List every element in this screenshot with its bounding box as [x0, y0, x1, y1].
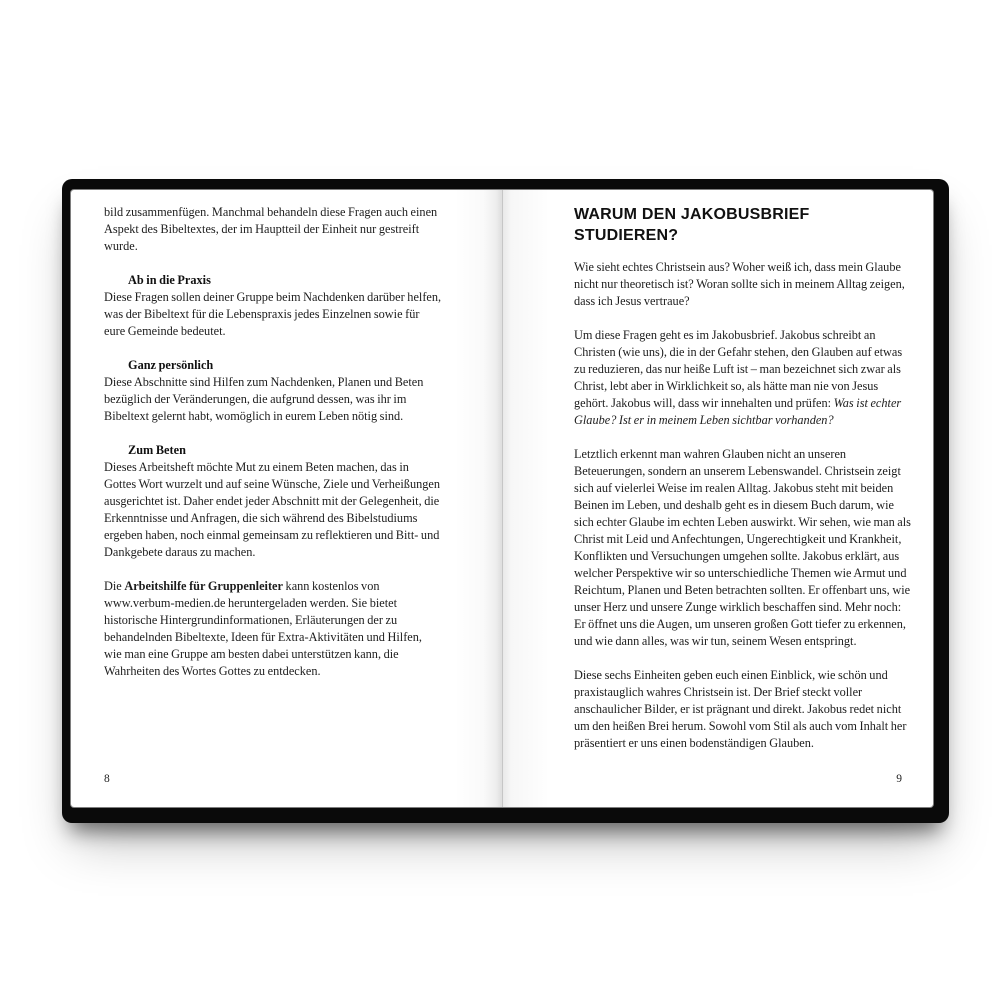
paragraph-text-italic: Was ist echter Glaube? Ist er in meinem Leben sichtbar vorhanden?	[574, 396, 902, 427]
right-page	[502, 190, 933, 807]
section-ganz-persoenlich	[104, 357, 442, 425]
left-page-content	[104, 204, 442, 680]
book-cover	[62, 179, 949, 823]
section-ab-in-die-praxis	[104, 272, 442, 340]
right-page-content	[574, 204, 912, 752]
section-body: Diese Fragen sollen deiner Gruppe beim Nachdenken darüber helfen, was der Bibeltext für die Lebenspraxis jedes Einzelnen sowie für eure Gemeinde bedeutet.	[104, 290, 442, 338]
chapter-heading: WARUM DEN JAKOBUSBRIEF STUDIEREN?	[574, 206, 810, 244]
closing-text-normal: Die	[104, 579, 125, 593]
section-heading: Zum Beten	[128, 443, 186, 457]
intro-paragraph: bild zusammenfügen. Manchmal behandeln diese Fragen auch einen Aspekt des Bibeltextes, der im Hauptteil der Einheit nur gestreift wurde.	[104, 205, 438, 253]
closing-text-normal: kann kostenlos von www.verbum-medien.de heruntergeladen werden. Sie bietet historische Hintergrundinformationen, Erläuterungen der zu behandelnden Bibeltexte, Ideen für Extra-Aktivitäten und Hilfen, wie man eine Gruppe am besten dabei unterstützen kann, die Wahrheiten des Wortes Gottes zu entdecken.	[104, 579, 422, 678]
section-body: Dieses Arbeitsheft möchte Mut zu einem Beten machen, das in Gottes Wort wurzelt und auf seine Wünsche, Ziele und Verheißungen ausgerichtet ist. Daher endet jeder Abschnitt mit der Gelegenheit, die Erkenntnisse und Anfragen, die sich während des Bibelstudiums ergeben haben, noch einmal gemeinsam zu reflektieren und Bitt- und Dankgebete daraus zu machen.	[104, 460, 440, 559]
paragraph-text-normal: Um diese Fragen geht es im Jakobusbrief. Jakobus schreibt an Christen (wie uns), die in der Gefahr stehen, den Glauben auf etwas zu reduzieren, das nur heiße Luft ist – man bezeichnet sich zwar als Christ, lebt aber in Wirklichkeit so, als hätte man nie von Jesus gehört. Jakobus will, dass wir innehalten und prüfen:	[574, 328, 903, 410]
page-number-right: 9	[896, 773, 902, 785]
section-heading: Ganz persönlich	[128, 358, 214, 372]
closing-paragraph	[104, 578, 442, 680]
paragraph: Letztlich erkennt man wahren Glauben nicht an unseren Beteuerungen, sondern an unserem Lebenswandel. Christsein zeigt sich auf vielerlei Weise im realen Alltag. Jakobus steht mit beiden Beinen im Leben, und deshalb geht es in diesem Buch darum, wie sich echter Glaube im echten Leben auswirkt. Wir sehen, wie man als Christ mit Leid und Anfechtungen, Ungerechtigkeit und Krankheit, Konflikten und Versuchungen umgehen sollte. Jakobus erklärt, aus welcher Perspektive wir so unterschiedliche Themen wie Armut und Reichtum, Planen und Beten betrachten sollten. Er offenbart uns, wie unser Herz und unsere Zunge wirklich beschaffen sind. Mehr noch: Er öffnet uns die Augen, um unseren großen Gott tiefer zu erkennen, und wie dann alles, was wir tun, seinem Wesen entspringt.	[574, 447, 911, 648]
section-zum-beten	[104, 442, 442, 561]
left-page	[71, 190, 502, 807]
section-body: Diese Abschnitte sind Hilfen zum Nachdenken, Planen und Beten bezüglich der Veränderungen, die aufgrund dessen, was ihr im Bibeltext gelernt habt, womöglich in eurem Leben nötig sind.	[104, 375, 424, 423]
paragraph: Wie sieht echtes Christsein aus? Woher weiß ich, dass mein Glaube nicht nur theoretisch ist? Woran sollte sich in meinem Alltag zeigen, dass ich Jesus vertraue?	[574, 260, 905, 308]
page-number-left: 8	[104, 773, 110, 785]
book-pages	[71, 190, 933, 807]
closing-text-bold: Arbeitshilfe für Gruppenleiter	[124, 579, 283, 593]
section-heading: Ab in die Praxis	[128, 273, 211, 287]
paragraph	[574, 327, 912, 429]
paragraph: Diese sechs Einheiten geben euch einen Einblick, wie schön und praxistauglich wahres Christsein ist. Der Brief steckt voller anschaulicher Bilder, er ist prägnant und direkt. Jakobus redet nicht um den heißen Brei herum. Sowohl vom Stil als auch vom Inhalt her präsentiert er uns einen bodenständigen Glauben.	[574, 668, 907, 750]
